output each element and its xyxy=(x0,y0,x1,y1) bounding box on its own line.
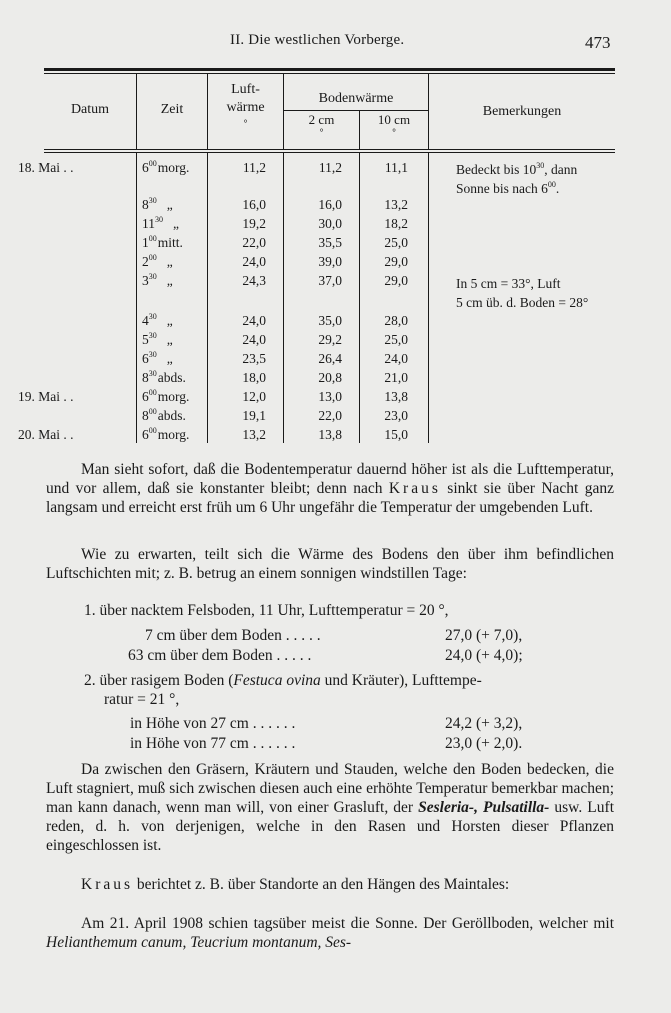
species-names: Sesleria-, Pulsatilla- xyxy=(418,799,550,816)
list-item-1: 1. über nacktem Felsboden, 11 Uhr, Lufttemperatur = 20 °, xyxy=(84,602,449,619)
remark-2: In 5 cm = 33°, Luft 5 cm üb. d. Boden = 28° xyxy=(456,276,589,310)
col-header-zeit: Zeit xyxy=(160,102,184,117)
col-header-bodenwaerme: Bodenwärme xyxy=(318,91,394,106)
body-vline xyxy=(136,153,137,443)
cell-zeit: $6^{30}$ „ xyxy=(142,349,173,366)
paragraph-3: Da zwischen den Gräsern, Kräutern und Stauden, welche den Boden bedecken, die Luft stagniert, muß sich zwischen diesen auch eine erhöhte Temperatur bemerkbar machen; man kann danach, wenn man will, von einer Grasluft, der Sesleria-, Pulsatilla- usw. Luft reden, d. h. von derjenigen, welche in den Rasen und Horsten dieser Pflanzen eingeschlossen ist. xyxy=(46,761,614,854)
cell-luft: 19,2 xyxy=(242,216,266,231)
col-header-datum: Datum xyxy=(70,102,110,117)
cell-boden-10cm: 21,0 xyxy=(384,370,408,385)
col-header-bemerkungen: Bemerkungen xyxy=(482,104,562,119)
cell-datum: 19. Mai . . xyxy=(18,389,74,404)
table-header-rule-2 xyxy=(44,152,615,153)
cell-luft: 12,0 xyxy=(242,389,266,404)
cell-luft: 11,2 xyxy=(242,160,266,175)
remark-1: Bedeckt bis $10^{30}$, dann Sonne bis nach $6^{00}$. xyxy=(456,160,578,196)
cell-boden-2cm: 35,0 xyxy=(318,313,342,328)
cell-luft: 23,5 xyxy=(242,351,266,366)
list-item-2b-label: in Höhe von 77 cm . . . . . . xyxy=(130,735,296,752)
species-name: Festuca ovina xyxy=(233,672,321,689)
list-item-1a-label: 7 cm über dem Boden . . . . . xyxy=(145,627,321,644)
page-number: 473 xyxy=(585,33,611,52)
cell-zeit: $8^{30}$ „ xyxy=(142,195,173,212)
cell-boden-10cm: 24,0 xyxy=(384,351,408,366)
list-item-2a-value: 24,2 (+ 3,2), xyxy=(445,715,523,732)
cell-luft: 24,0 xyxy=(242,332,266,347)
degree-mark: ° xyxy=(243,118,248,128)
list-item-2-cont: ratur = 21 °, xyxy=(104,691,180,708)
cell-boden-10cm: 28,0 xyxy=(384,313,408,328)
cell-boden-2cm: 11,2 xyxy=(318,160,342,175)
cell-boden-10cm: 23,0 xyxy=(384,408,408,423)
cell-boden-2cm: 29,2 xyxy=(318,332,342,347)
list-item-1b-label: 63 cm über dem Boden . . . . . xyxy=(128,647,312,664)
body-vline xyxy=(283,153,284,443)
cell-zeit: $8^{30}abds$. xyxy=(142,368,186,385)
cell-boden-2cm: 22,0 xyxy=(318,408,342,423)
table-top-rule xyxy=(44,68,615,71)
list-item-2a-label: in Höhe von 27 cm . . . . . . xyxy=(130,715,296,732)
list-item-1a-value: 27,0 (+ 7,0), xyxy=(445,627,523,644)
cell-zeit: $3^{30}$ „ xyxy=(142,271,173,288)
cell-zeit: $6^{00}morg$. xyxy=(142,158,190,175)
paragraph-1: Man sieht sofort, daß die Bodentemperatur dauernd höher ist als die Lufttemperatur, und vor allem, daß sie konstanter bleibt; denn nach Kraus sinkt sie über Nacht ganz langsam und erreicht erst früh um 6 Uhr ungefähr die Temperatur der umgebenden Luft. xyxy=(46,461,614,516)
running-title: II. Die westlichen Vorberge. xyxy=(230,32,405,48)
author-name: Kraus xyxy=(81,876,134,893)
cell-luft: 13,2 xyxy=(242,427,266,442)
cell-luft: 24,3 xyxy=(242,273,266,288)
cell-boden-10cm: 18,2 xyxy=(384,216,408,231)
cell-zeit: $1^{00}mitt$. xyxy=(142,233,183,250)
cell-boden-2cm: 30,0 xyxy=(318,216,342,231)
author-name: Kraus xyxy=(388,480,441,497)
cell-zeit: $6^{00}morg$. xyxy=(142,425,190,442)
cell-boden-10cm: 29,0 xyxy=(384,254,408,269)
cell-zeit: $4^{30}$ „ xyxy=(142,311,173,328)
cell-luft: 19,1 xyxy=(242,408,266,423)
cell-boden-10cm: 13,8 xyxy=(384,389,408,404)
cell-boden-2cm: 26,4 xyxy=(318,351,342,366)
cell-boden-2cm: 16,0 xyxy=(318,197,342,212)
cell-boden-10cm: 29,0 xyxy=(384,273,408,288)
col-header-2cm: 2 cm xyxy=(308,112,335,127)
cell-boden-2cm: 20,8 xyxy=(318,370,342,385)
paragraph-2: Wie zu erwarten, teilt sich die Wärme des Bodens den über ihm befindlichen Luftschichten mit; z. B. betrug an einem sonnigen windstillen Tage: xyxy=(46,546,614,582)
cell-boden-10cm: 13,2 xyxy=(384,197,408,212)
body-vline xyxy=(207,153,208,443)
cell-zeit: $8^{00}abds$. xyxy=(142,406,186,423)
cell-zeit: $5^{30}$ „ xyxy=(142,330,173,347)
col-header-luft-2: wärme xyxy=(226,100,265,115)
list-item-2b-value: 23,0 (+ 2,0). xyxy=(445,735,523,752)
cell-boden-10cm: 25,0 xyxy=(384,332,408,347)
cell-boden-2cm: 13,0 xyxy=(318,389,342,404)
body-vline xyxy=(428,153,429,443)
col-header-10cm: 10 cm xyxy=(377,112,411,127)
cell-luft: 24,0 xyxy=(242,313,266,328)
cell-boden-2cm: 13,8 xyxy=(318,427,342,442)
paragraph-4: Kraus berichtet z. B. über Standorte an den Hängen des Maintales: xyxy=(81,876,510,893)
cell-boden-2cm: 35,5 xyxy=(318,235,342,250)
cell-boden-2cm: 39,0 xyxy=(318,254,342,269)
paragraph-5: Am 21. April 1908 schien tagsüber meist die Sonne. Der Geröllboden, welcher mit Helianthemum canum, Teucrium montanum, Ses- xyxy=(46,915,614,951)
bodenwaerme-subrule xyxy=(283,110,428,111)
body-vline xyxy=(359,153,360,443)
cell-zeit: $2^{00}$ „ xyxy=(142,252,173,269)
cell-boden-10cm: 25,0 xyxy=(384,235,408,250)
cell-luft: 22,0 xyxy=(242,235,266,250)
table-header-rule xyxy=(44,149,615,150)
cell-boden-2cm: 37,0 xyxy=(318,273,342,288)
degree-mark: ° xyxy=(392,127,396,137)
cell-zeit: $6^{00}morg$. xyxy=(142,387,190,404)
cell-datum: 20. Mai . . xyxy=(18,427,74,442)
cell-boden-10cm: 11,1 xyxy=(384,160,408,175)
table-top-rule-thin xyxy=(44,73,615,74)
cell-luft: 18,0 xyxy=(242,370,266,385)
cell-zeit: $11^{30}$ „ xyxy=(142,214,179,231)
cell-boden-10cm: 15,0 xyxy=(384,427,408,442)
cell-luft: 24,0 xyxy=(242,254,266,269)
list-item-1b-value: 24,0 (+ 4,0); xyxy=(445,647,523,664)
degree-mark: ° xyxy=(319,127,324,137)
cell-datum: 18. Mai . . xyxy=(18,160,74,175)
species-names: Helianthemum canum, Teucrium montanum, Ses- xyxy=(46,934,352,951)
col-header-luft-1: Luft- xyxy=(231,82,260,97)
cell-luft: 16,0 xyxy=(242,197,266,212)
list-item-2: 2. über rasigem Boden (Festuca ovina und Kräuter), Lufttempe- xyxy=(84,672,482,689)
